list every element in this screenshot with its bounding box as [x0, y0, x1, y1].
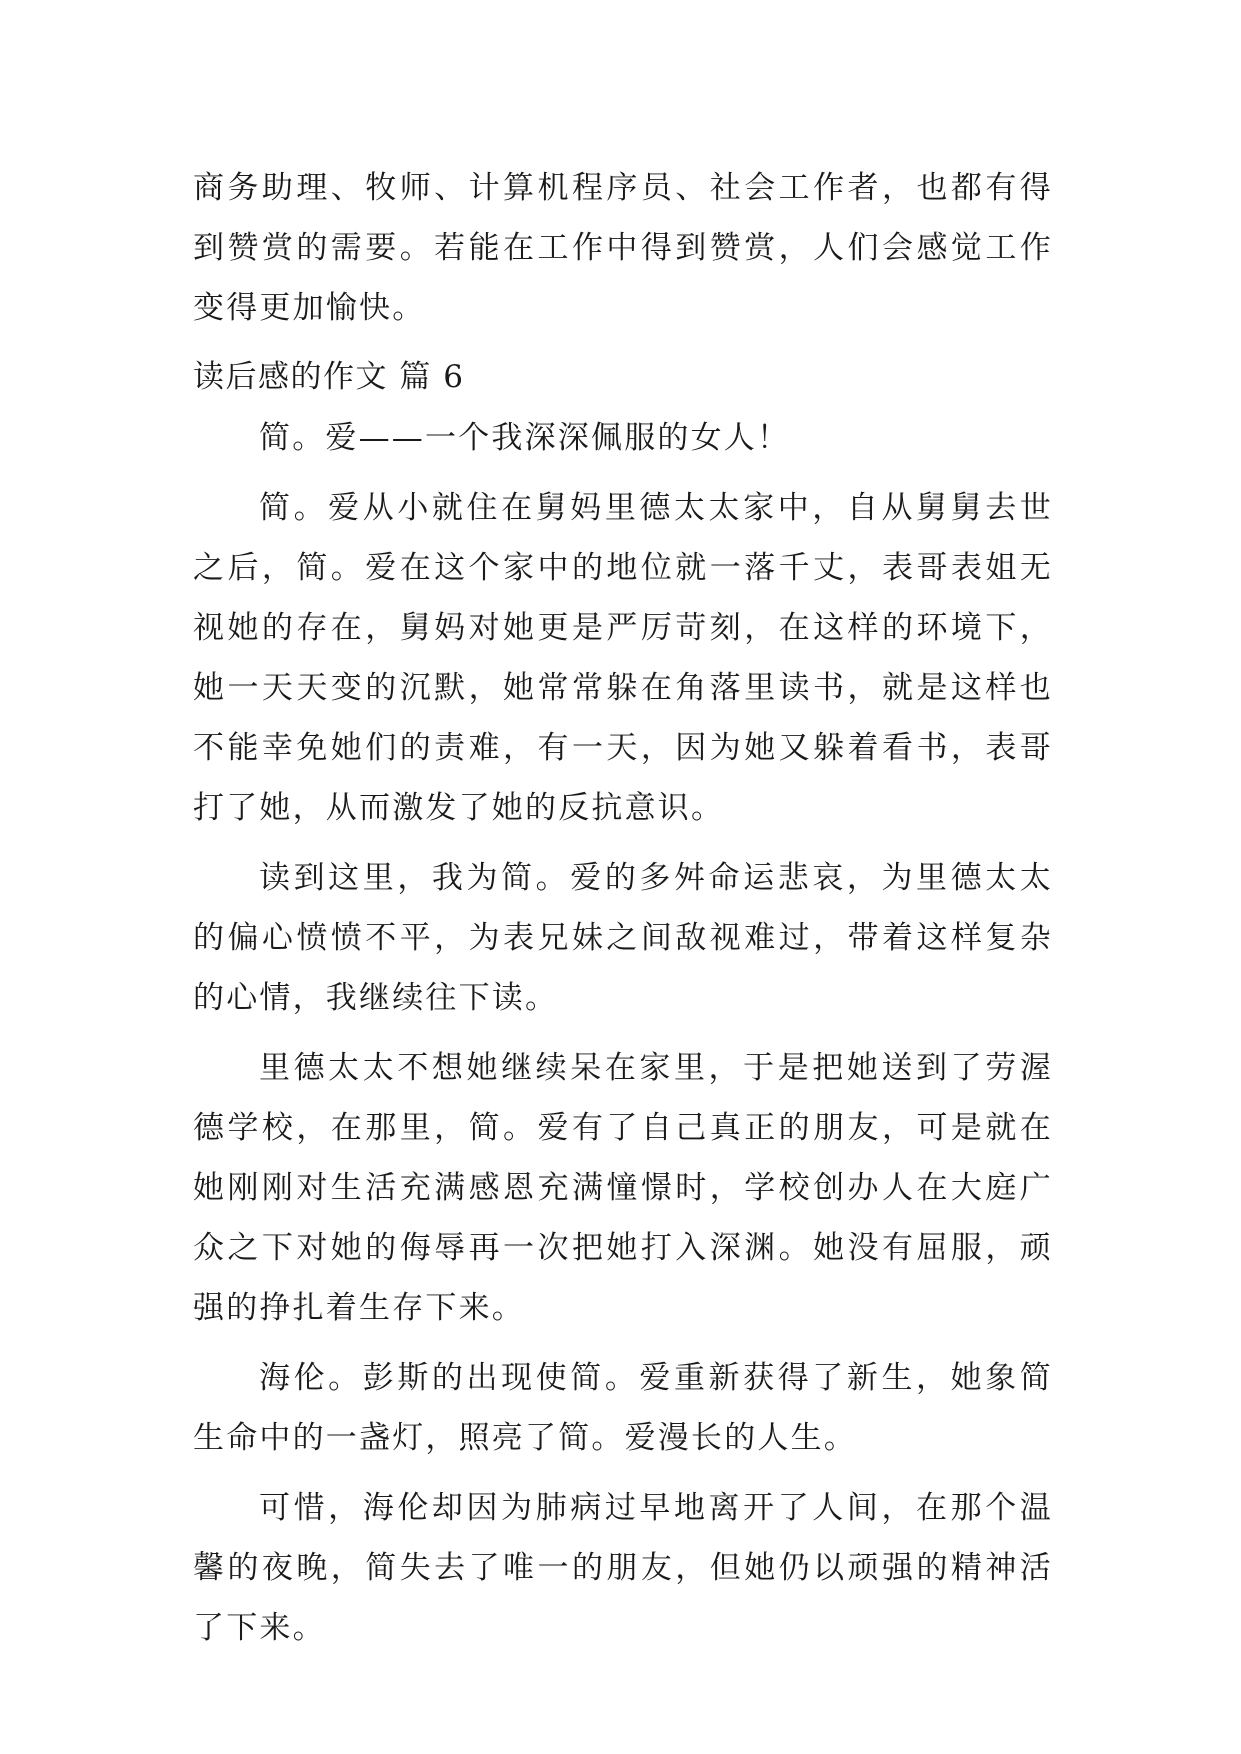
paragraph-continuation: 商务助理、牧师、计算机程序员、社会工作者，也都有得到赞赏的需要。若能在工作中得到赞赏，人们会感觉工作变得更加愉快。 — [193, 170, 1053, 326]
paragraph-childhood: 简。爱从小就住在舅妈里德太太家中，自从舅舅去世之后，简。爱在这个家中的地位就一落千丈，表哥表姐无视她的存在，舅妈对她更是严厉苛刻，在这样的环境下，她一天天变的沉默，她常常躲在角落里读书，就是这样也不能幸免她们的责难，有一天，因为她又躲着看书，表哥打了她，从而激发了她的反抗意识。 — [193, 490, 1053, 826]
paragraph-school: 里德太太不想她继续呆在家里，于是把她送到了劳渥德学校，在那里，简。爱有了自己真正的朋友，可是就在她刚刚对生活充满感恩充满憧憬时，学校创办人在大庭广众之下对她的侮辱再一次把她打入深渊。她没有屈服，顽强的挣扎着生存下来。 — [193, 1050, 1053, 1326]
section-heading: 读后感的作文 篇 6 — [193, 359, 465, 395]
paragraph-opening: 简。爱——一个我深深佩服的女人！ — [259, 420, 791, 456]
paragraph-reaction: 读到这里，我为简。爱的多舛命运悲哀，为里德太太的偏心愤愤不平，为表兄妹之间敌视难过，带着这样复杂的心情，我继续往下读。 — [193, 860, 1053, 1016]
document-body — [193, 158, 1053, 1658]
paragraph-helen: 海伦。彭斯的出现使简。爱重新获得了新生，她象简生命中的一盏灯，照亮了简。爱漫长的人生。 — [193, 1360, 1053, 1456]
paragraph-loss: 可惜，海伦却因为肺病过早地离开了人间，在那个温馨的夜晚，简失去了唯一的朋友，但她仍以顽强的精神活了下来。 — [193, 1490, 1053, 1646]
